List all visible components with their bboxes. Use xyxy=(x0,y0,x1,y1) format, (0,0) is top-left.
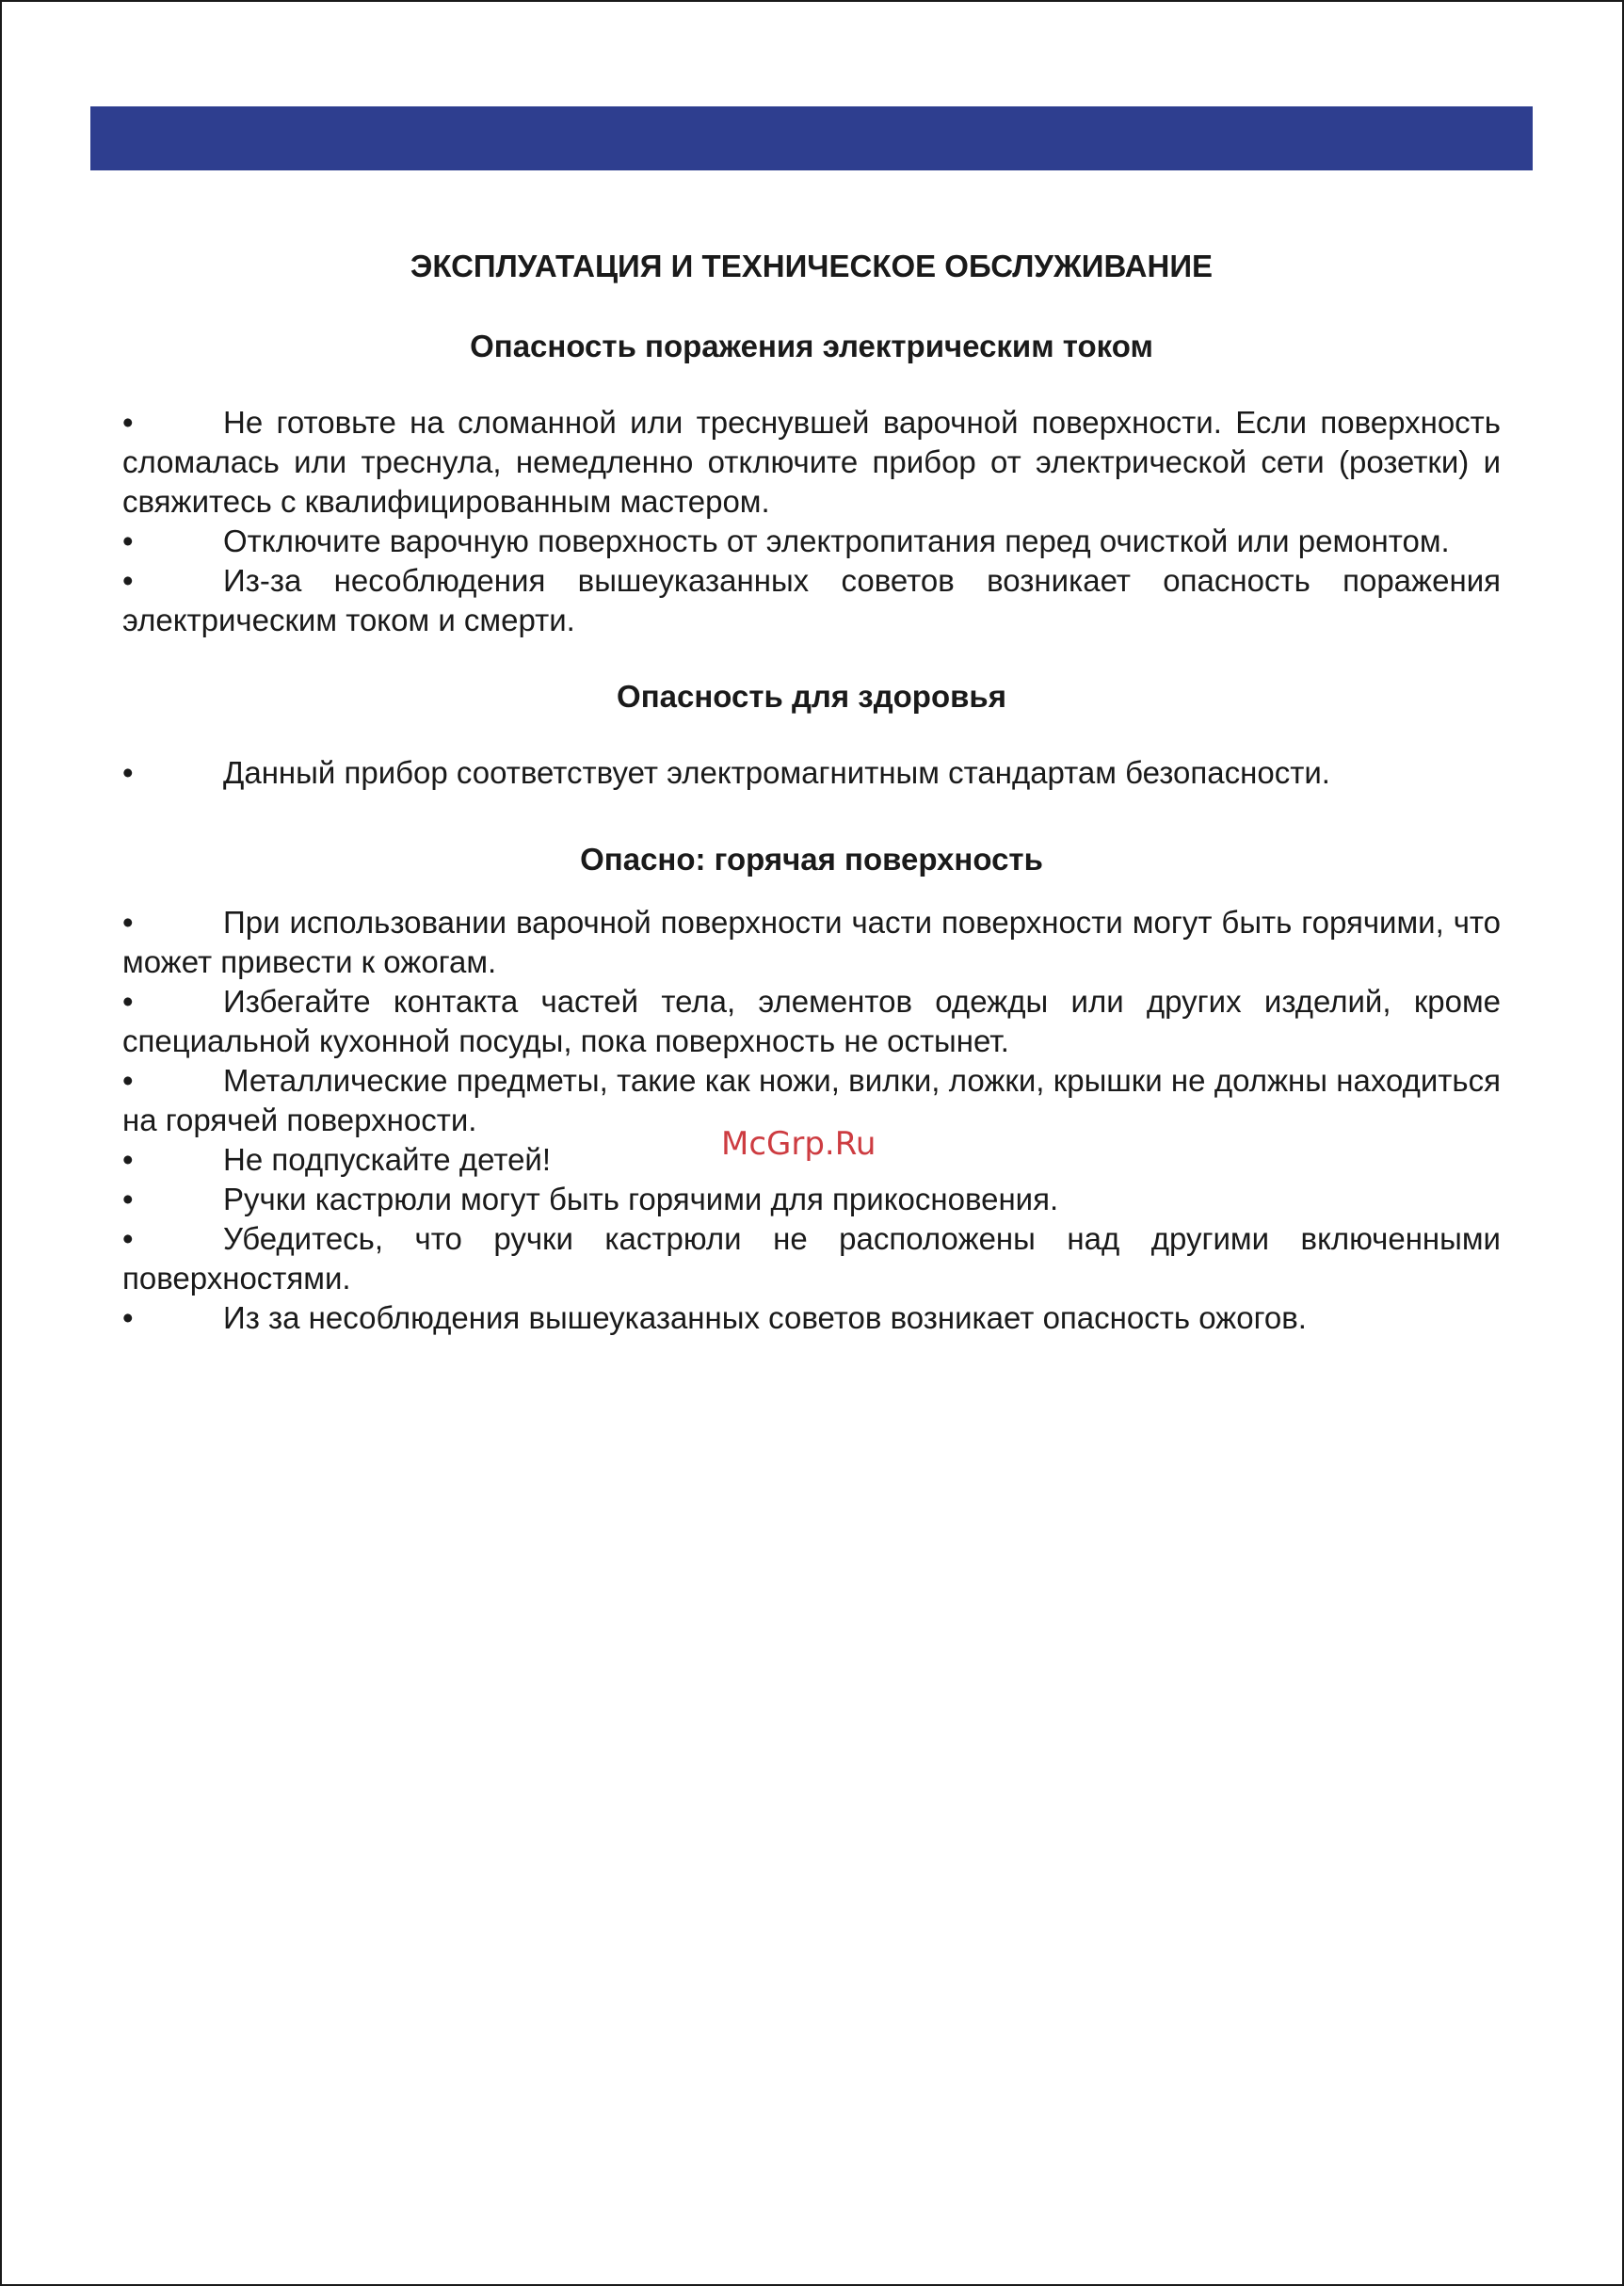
list-item-text: Ручки кастрюли могут быть горячими для прикосновения. xyxy=(223,1182,1059,1216)
list-item-text: Из-за несоблюдения вышеуказанных советов возникает опасность поражения электрическим током и смерти. xyxy=(122,563,1501,637)
list-item xyxy=(122,753,1501,793)
list-item-text: Не готовьте на сломанной или треснувшей варочной поверхности. Если поверхность сломалась или треснула, немедленно отключите прибор от электрической сети (розетки) и свяжитесь с квалифицированным мастером. xyxy=(122,405,1501,519)
bullet-icon: • xyxy=(122,905,134,940)
document-content xyxy=(122,243,1501,1338)
bullet-icon: • xyxy=(122,405,134,440)
list-item-text: Данный прибор соответствует электромагнитным стандартам безопасности. xyxy=(223,755,1330,790)
section-heading-health-hazard: Опасность для здоровья xyxy=(617,679,1006,714)
list-item xyxy=(122,561,1501,640)
list-item-text: Избегайте контакта частей тела, элементов одежды или других изделий, кроме специальной кухонной посуды, пока поверхность не остынет. xyxy=(122,984,1501,1058)
bullet-icon: • xyxy=(122,563,134,598)
list-item xyxy=(122,522,1501,561)
section-heading-hot-surface: Опасно: горячая поверхность xyxy=(580,842,1043,877)
list-item-text: Отключите варочную поверхность от электропитания перед очисткой или ремонтом. xyxy=(223,523,1450,558)
list-item-text: Металлические предметы, такие как ножи, вилки, ложки, крышки не должны находиться на горячей поверхности. xyxy=(122,1063,1501,1137)
hot-surface-list xyxy=(122,903,1501,1338)
bullet-icon: • xyxy=(122,1300,134,1335)
health-hazard-list xyxy=(122,753,1501,793)
document-title: ЭКСПЛУАТАЦИЯ И ТЕХНИЧЕСКОЕ ОБСЛУЖИВАНИЕ xyxy=(410,249,1214,283)
list-item-text: Не подпускайте детей! xyxy=(223,1142,552,1177)
bullet-icon: • xyxy=(122,1142,134,1177)
electric-shock-list xyxy=(122,403,1501,640)
bullet-icon: • xyxy=(122,1221,134,1256)
list-item xyxy=(122,403,1501,522)
list-item xyxy=(122,982,1501,1061)
bullet-icon: • xyxy=(122,755,134,790)
bullet-icon: • xyxy=(122,1063,134,1098)
list-item-text: Убедитесь, что ручки кастрюли не расположены над другими включенными поверхностями. xyxy=(122,1221,1501,1296)
list-item xyxy=(122,1219,1501,1298)
list-item xyxy=(122,1180,1501,1219)
bullet-icon: • xyxy=(122,523,134,558)
watermark-text: McGrp.Ru xyxy=(721,1125,876,1163)
list-item xyxy=(122,1298,1501,1338)
bullet-icon: • xyxy=(122,1182,134,1216)
list-item-text: Из за несоблюдения вышеуказанных советов возникает опасность ожогов. xyxy=(223,1300,1307,1335)
bullet-icon: • xyxy=(122,984,134,1019)
list-item-text: При использовании варочной поверхности части поверхности могут быть горячими, что может привести к ожогам. xyxy=(122,905,1501,979)
header-bar xyxy=(90,106,1533,170)
section-heading-electric-shock: Опасность поражения электрическим током xyxy=(470,329,1153,363)
list-item xyxy=(122,903,1501,982)
